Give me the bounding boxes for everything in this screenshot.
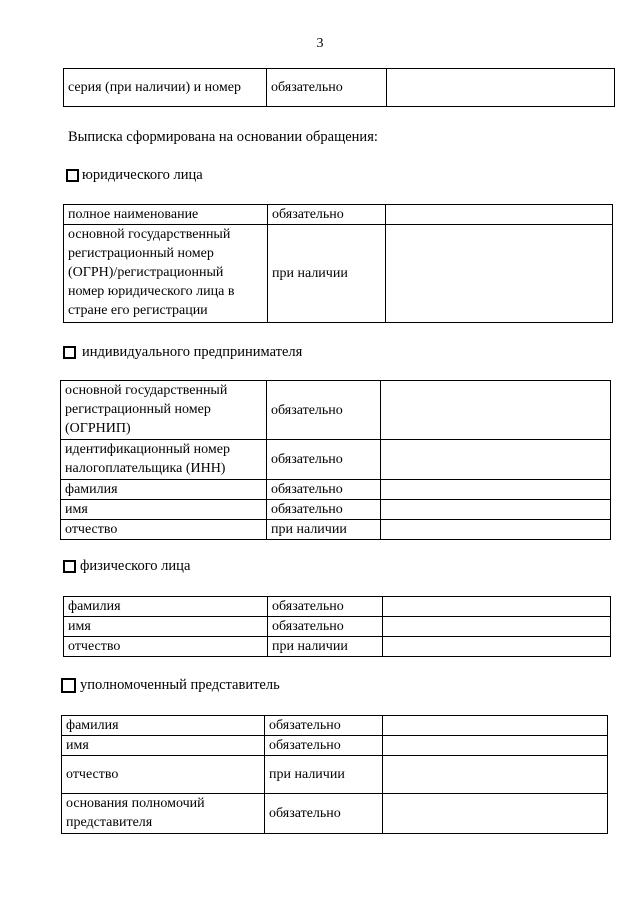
requirement: обязательно	[265, 794, 383, 834]
table-row	[64, 69, 615, 107]
requirement: при наличии	[267, 520, 381, 540]
legal-entity-checkbox[interactable]	[66, 169, 79, 182]
physical-person-checkbox[interactable]	[63, 560, 76, 573]
requirement: при наличии	[268, 225, 386, 323]
value-cell[interactable]	[383, 794, 608, 834]
section-legal-entity	[66, 167, 203, 184]
requirement: при наличии	[265, 756, 383, 794]
field-label: отчество	[62, 756, 265, 794]
requirement: обязательно	[265, 736, 383, 756]
intro-text: Выписка сформирована на основании обращения:	[68, 129, 378, 145]
representative-checkbox[interactable]	[61, 678, 76, 693]
value-cell[interactable]	[383, 756, 608, 794]
section-title: юридического лица	[82, 167, 203, 183]
requirement: обязательно	[267, 381, 381, 440]
legal-entity-table	[63, 204, 613, 323]
value-cell[interactable]	[381, 381, 611, 440]
table-row	[64, 637, 611, 657]
value-cell[interactable]	[387, 69, 615, 107]
requirement: обязательно	[268, 617, 383, 637]
section-physical-person	[63, 558, 190, 575]
field-label: фамилия	[62, 716, 265, 736]
representative-table	[61, 715, 608, 834]
field-label: серия (при наличии) и номер	[64, 69, 267, 107]
field-label: основной государственный регистрационный номер (ОГРНИП)	[61, 381, 267, 440]
table-row	[64, 225, 613, 323]
value-cell[interactable]	[381, 520, 611, 540]
field-label: имя	[62, 736, 265, 756]
requirement: обязательно	[265, 716, 383, 736]
value-cell[interactable]	[381, 500, 611, 520]
table-row	[61, 520, 611, 540]
table-row	[61, 500, 611, 520]
table-row	[61, 480, 611, 500]
requirement: обязательно	[268, 597, 383, 617]
field-label: отчество	[61, 520, 267, 540]
table-row	[64, 617, 611, 637]
field-label: идентификационный номер налогоплательщика (ИНН)	[61, 440, 267, 480]
value-cell[interactable]	[381, 480, 611, 500]
field-label: имя	[64, 617, 268, 637]
table-row	[62, 736, 608, 756]
field-label: отчество	[64, 637, 268, 657]
requirement: при наличии	[268, 637, 383, 657]
section-representative	[61, 677, 280, 694]
value-cell[interactable]	[386, 205, 613, 225]
page-number: 3	[316, 36, 324, 51]
value-cell[interactable]	[386, 225, 613, 323]
field-label: имя	[61, 500, 267, 520]
field-label: основания полномочий представителя	[62, 794, 265, 834]
table-row	[61, 440, 611, 480]
value-cell[interactable]	[381, 440, 611, 480]
table-row	[64, 597, 611, 617]
requirement: обязательно	[267, 69, 387, 107]
value-cell[interactable]	[383, 716, 608, 736]
requirement: обязательно	[267, 480, 381, 500]
section-title: уполномоченный представитель	[80, 677, 280, 693]
section-title: индивидуального предпринимателя	[82, 344, 303, 360]
table-row	[61, 381, 611, 440]
requirement: обязательно	[267, 440, 381, 480]
requirement: обязательно	[268, 205, 386, 225]
field-label: фамилия	[64, 597, 268, 617]
requirement: обязательно	[267, 500, 381, 520]
value-cell[interactable]	[383, 637, 611, 657]
table-row	[62, 716, 608, 736]
value-cell[interactable]	[383, 617, 611, 637]
table-row	[62, 756, 608, 794]
value-cell[interactable]	[383, 597, 611, 617]
table-row	[64, 205, 613, 225]
table-row	[62, 794, 608, 834]
entrepreneur-table	[60, 380, 611, 540]
entrepreneur-checkbox[interactable]	[63, 346, 76, 359]
field-label: фамилия	[61, 480, 267, 500]
field-label: основной государственный регистрационный номер (ОГРН)/регистрационный номер юридического лица в стране его регистрации	[64, 225, 268, 323]
section-individual-entrepreneur	[63, 344, 302, 361]
physical-person-table	[63, 596, 611, 657]
value-cell[interactable]	[383, 736, 608, 756]
field-label: полное наименование	[64, 205, 268, 225]
document-series-table	[63, 68, 615, 107]
section-title: физического лица	[80, 558, 191, 574]
